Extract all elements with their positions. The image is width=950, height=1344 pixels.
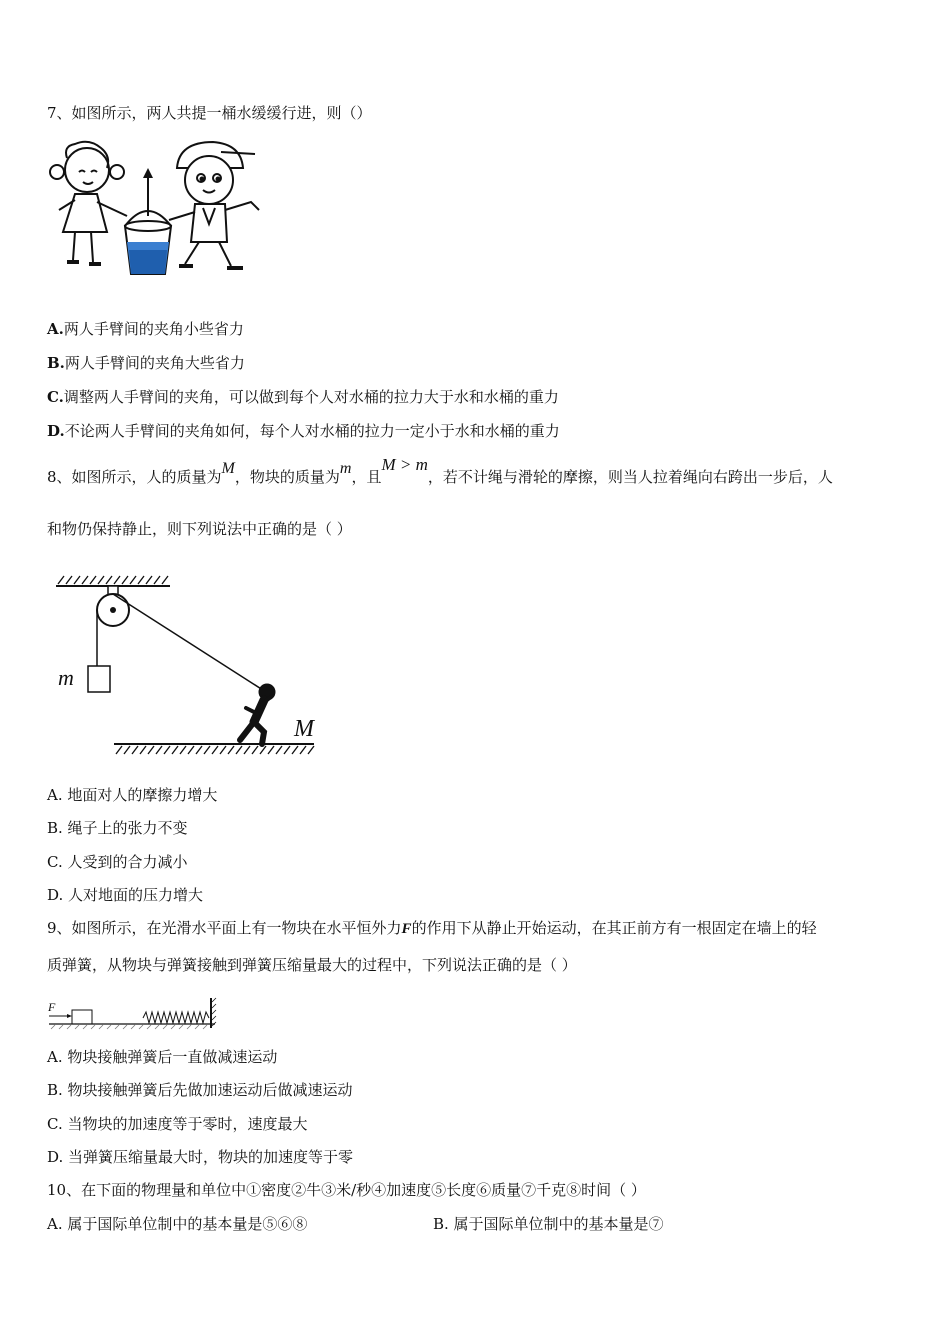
- q10-stem: 10、在下面的物理量和单位中①密度②牛③米/秒④加速度⑤长度⑥质量⑦千克⑧时间（ ）: [47, 1181, 646, 1199]
- q7-stem: 7、如图所示，两人共提一桶水缓缓行进，则（）: [47, 104, 372, 122]
- q9-stem-line1: 9、如图所示，在光滑水平面上有一物块在水平恒外力F的作用下从静止开始运动，在其正前方有一根固定在墙上的轻: [47, 919, 817, 937]
- q8-stem-line1: 8、如图所示，人的质量为M，物块的质量为m，且M > m，若不计绳与滑轮的摩擦，则当人拉着绳向右跨出一步后，人: [47, 455, 833, 486]
- fig-label-m: m: [58, 665, 74, 690]
- q7-option-a: A.两人手臂间的夹角小些省力: [47, 320, 244, 338]
- q9-figure-block-spring: [45, 994, 225, 1032]
- q8-option-d: D. 人对地面的压力增大: [47, 886, 204, 904]
- q9-option-b: B. 物块接触弹簧后先做加速运动后做减速运动: [47, 1081, 353, 1099]
- q9-option-a: A. 物块接触弹簧后一直做减速运动: [47, 1048, 278, 1066]
- q10-option-b: B. 属于国际单位制中的基本量是⑦: [433, 1215, 664, 1233]
- q9-option-d: D. 当弹簧压缩量最大时，物块的加速度等于零: [47, 1148, 354, 1166]
- fig-label-M: M: [294, 716, 314, 742]
- q10-option-a: A. 属于国际单位制中的基本量是⑤⑥⑧: [47, 1215, 308, 1233]
- q8-figure-pulley: [50, 572, 330, 758]
- q9-stem-line2: 质弹簧，从物块与弹簧接触到弹簧压缩量最大的过程中，下列说法正确的是（ ）: [47, 956, 577, 974]
- q9-option-c: C. 当物块的加速度等于零时，速度最大: [47, 1115, 308, 1133]
- q7-option-c: C.调整两人手臂间的夹角，可以做到每个人对水桶的拉力大于水和水桶的重力: [47, 388, 559, 406]
- q8-option-b: B. 绳子上的张力不变: [47, 819, 188, 837]
- q7-option-b: B.两人手臂间的夹角大些省力: [47, 354, 245, 372]
- fig-label-F: F: [48, 1000, 56, 1014]
- q8-option-c: C. 人受到的合力减小: [47, 853, 188, 871]
- q7-option-d: D.不论两人手臂间的夹角如何，每个人对水桶的拉力一定小于水和水桶的重力: [47, 422, 560, 440]
- q8-stem-line2: 和物仍保持静止，则下列说法中正确的是（ ）: [47, 520, 352, 538]
- q7-figure-two-kids-carrying-bucket: [45, 138, 265, 280]
- q8-option-a: A. 地面对人的摩擦力增大: [47, 786, 218, 804]
